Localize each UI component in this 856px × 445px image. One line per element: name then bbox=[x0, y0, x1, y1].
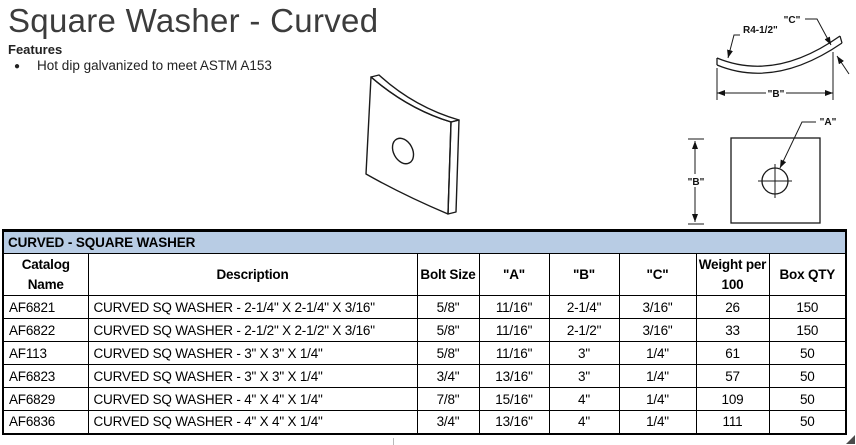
cell-r5-c3: 13/16" bbox=[479, 411, 549, 434]
cell-r5-c4: 4" bbox=[549, 411, 619, 434]
features-heading: Features bbox=[8, 42, 63, 57]
table-row bbox=[3, 319, 846, 342]
cell-r4-c6: 109 bbox=[696, 388, 769, 411]
page-title: Square Washer - Curved bbox=[8, 2, 379, 39]
col-header-weight: Weight per 100 bbox=[696, 254, 769, 296]
feature-text: Hot dip galvanized to meet ASTM A153 bbox=[37, 58, 272, 73]
table-band-title: CURVED - SQUARE WASHER bbox=[3, 231, 846, 254]
cell-r0-c0: AF6821 bbox=[3, 296, 88, 319]
cell-r4-c5: 1/4" bbox=[619, 388, 696, 411]
cell-r5-c5: 1/4" bbox=[619, 411, 696, 434]
bullet-icon: ● bbox=[14, 61, 21, 72]
cell-r0-c5: 3/16" bbox=[619, 296, 696, 319]
header-row bbox=[3, 254, 846, 296]
strip-right-end bbox=[840, 36, 842, 43]
thickness-label: "C" bbox=[783, 15, 801, 26]
cell-r3-c3: 13/16" bbox=[479, 365, 549, 388]
gridline-stub bbox=[393, 438, 394, 445]
cell-r2-c4: 3" bbox=[549, 342, 619, 365]
cell-r2-c0: AF113 bbox=[3, 342, 88, 365]
cell-r1-c3: 11/16" bbox=[479, 319, 549, 342]
cell-r2-c2: 5/8" bbox=[417, 342, 479, 365]
cell-r3-c5: 1/4" bbox=[619, 365, 696, 388]
cell-r3-c4: 3" bbox=[549, 365, 619, 388]
cell-r1-c6: 33 bbox=[696, 319, 769, 342]
radius-label: R4-1/2" bbox=[743, 25, 778, 36]
cell-r3-c2: 3/4" bbox=[417, 365, 479, 388]
table-row bbox=[3, 411, 846, 434]
cell-r0-c4: 2-1/4" bbox=[549, 296, 619, 319]
feature-item bbox=[14, 58, 272, 73]
side-view-diagram bbox=[688, 2, 856, 106]
cell-r4-c4: 4" bbox=[549, 388, 619, 411]
col-header-bolt-size: Bolt Size bbox=[417, 254, 479, 296]
cell-r5-c2: 3/4" bbox=[417, 411, 479, 434]
cell-r3-c6: 57 bbox=[696, 365, 769, 388]
cell-r2-c5: 1/4" bbox=[619, 342, 696, 365]
table-row bbox=[3, 365, 846, 388]
col-header-c: "C" bbox=[619, 254, 696, 296]
band-row bbox=[3, 231, 846, 254]
thickness-lower-arrow bbox=[837, 56, 849, 74]
front-view-diagram bbox=[688, 108, 856, 230]
cell-r0-c7: 150 bbox=[769, 296, 846, 319]
cell-r0-c6: 26 bbox=[696, 296, 769, 319]
table-row bbox=[3, 388, 846, 411]
cell-r1-c4: 2-1/2" bbox=[549, 319, 619, 342]
col-header-catalog-name: Catalog Name bbox=[3, 254, 88, 296]
cell-r2-c7: 50 bbox=[769, 342, 846, 365]
thickness-leader-line bbox=[805, 19, 831, 45]
cell-r4-c2: 7/8" bbox=[417, 388, 479, 411]
cell-r1-c0: AF6822 bbox=[3, 319, 88, 342]
washer-top-edge bbox=[371, 75, 459, 122]
cell-r5-c0: AF6836 bbox=[3, 411, 88, 434]
radius-leader-line bbox=[728, 35, 740, 58]
height-label: "B" bbox=[688, 177, 705, 188]
cell-r1-c5: 3/16" bbox=[619, 319, 696, 342]
washer-hole bbox=[388, 135, 417, 168]
cell-r4-c1: CURVED SQ WASHER - 4" X 4" X 1/4" bbox=[88, 388, 417, 411]
col-header-a: "A" bbox=[479, 254, 549, 296]
width-label: "B" bbox=[767, 89, 785, 100]
cell-r2-c6: 61 bbox=[696, 342, 769, 365]
hole-leader-line bbox=[780, 122, 816, 168]
resize-corner-marker bbox=[846, 435, 855, 444]
table-row bbox=[3, 342, 846, 365]
cell-r5-c6: 111 bbox=[696, 411, 769, 434]
washer-3d-drawing bbox=[348, 62, 468, 227]
cell-r0-c2: 5/8" bbox=[417, 296, 479, 319]
cell-r2-c3: 11/16" bbox=[479, 342, 549, 365]
cell-r1-c7: 150 bbox=[769, 319, 846, 342]
cell-r4-c7: 50 bbox=[769, 388, 846, 411]
cell-r0-c1: CURVED SQ WASHER - 2-1/4" X 2-1/4" X 3/16" bbox=[88, 296, 417, 319]
cell-r0-c3: 11/16" bbox=[479, 296, 549, 319]
col-header-description: Description bbox=[88, 254, 417, 296]
cell-r1-c1: CURVED SQ WASHER - 2-1/2" X 2-1/2" X 3/16" bbox=[88, 319, 417, 342]
cell-r4-c3: 15/16" bbox=[479, 388, 549, 411]
cell-r3-c1: CURVED SQ WASHER - 3" X 3" X 1/4" bbox=[88, 365, 417, 388]
cell-r1-c2: 5/8" bbox=[417, 319, 479, 342]
strip-top-edge bbox=[717, 36, 840, 66]
strip-bottom-edge bbox=[717, 43, 842, 73]
col-header-b: "B" bbox=[549, 254, 619, 296]
cell-r5-c7: 50 bbox=[769, 411, 846, 434]
product-table-wrap bbox=[2, 229, 847, 435]
cell-r2-c1: CURVED SQ WASHER - 3" X 3" X 1/4" bbox=[88, 342, 417, 365]
cell-r3-c7: 50 bbox=[769, 365, 846, 388]
hole-label: "A" bbox=[819, 117, 837, 128]
table-row bbox=[3, 296, 846, 319]
product-table bbox=[2, 229, 847, 435]
product-table-body bbox=[3, 296, 846, 434]
cell-r3-c0: AF6823 bbox=[3, 365, 88, 388]
cell-r4-c0: AF6829 bbox=[3, 388, 88, 411]
cell-r5-c1: CURVED SQ WASHER - 4" X 4" X 1/4" bbox=[88, 411, 417, 434]
col-header-box-qty: Box QTY bbox=[769, 254, 846, 296]
